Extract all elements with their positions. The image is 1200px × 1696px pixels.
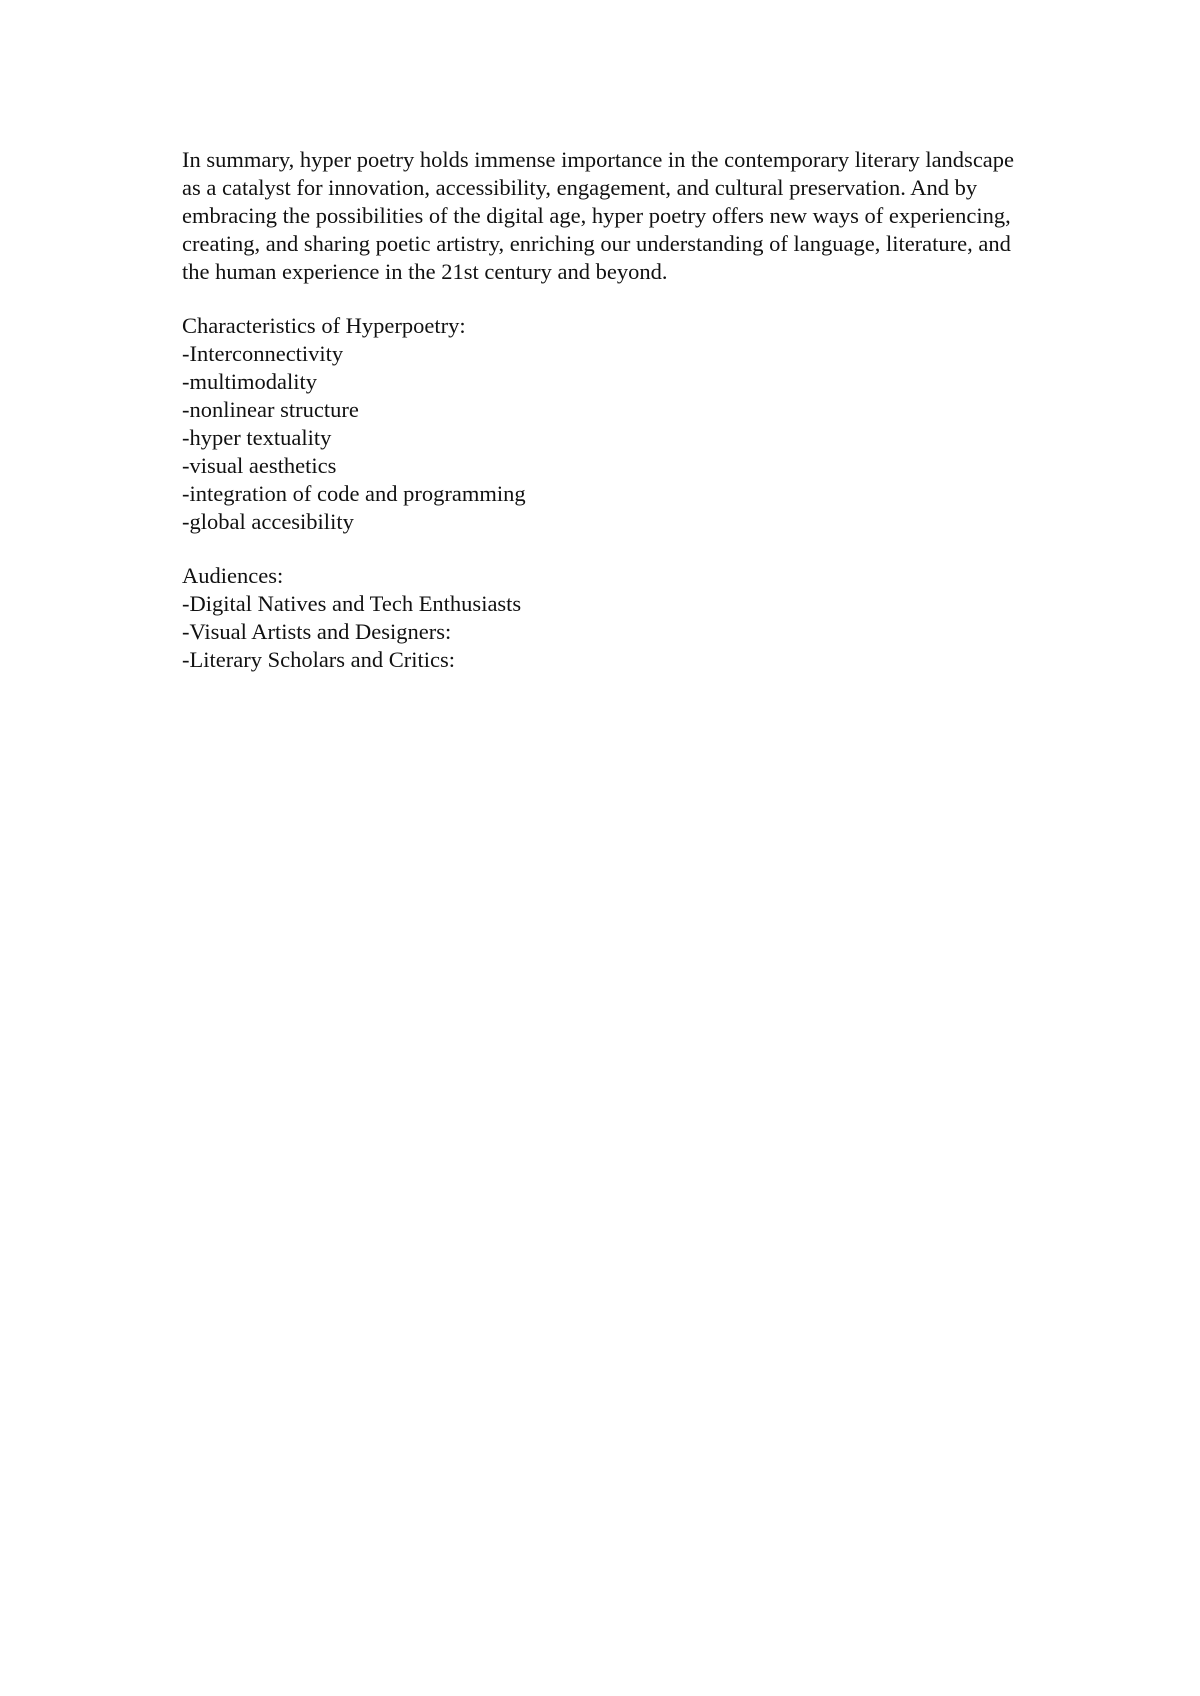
summary-paragraph: In summary, hyper poetry holds immense importance in the contemporary literary landscape as a catalyst for innovation, accessibility, engagement, and cultural preservation. And by embracing the possibilities of the digital age, hyper poetry offers new ways of experiencing, creating, and sharing poetic artistry, enriching our understanding of language, literature, and the human experience in the 21st century and beyond. <box>182 147 1015 284</box>
document-body <box>182 146 1032 674</box>
list-item: -Visual Artists and Designers: <box>182 619 452 644</box>
list-item: -nonlinear structure <box>182 397 359 422</box>
list-item: -Digital Natives and Tech Enthusiasts <box>182 591 522 616</box>
list-item: -global accesibility <box>182 509 354 534</box>
list-item: -integration of code and programming <box>182 481 526 506</box>
characteristics-heading: Characteristics of Hyperpoetry: <box>182 313 466 338</box>
audiences-heading: Audiences: <box>182 563 284 588</box>
list-item: -hyper textuality <box>182 425 332 450</box>
list-item: -multimodality <box>182 369 317 394</box>
audiences-section <box>182 562 1032 674</box>
list-item: -visual aesthetics <box>182 453 337 478</box>
audiences-list <box>182 590 1032 674</box>
characteristics-section <box>182 312 1032 536</box>
list-item: -Literary Scholars and Critics: <box>182 647 456 672</box>
characteristics-list <box>182 340 1032 536</box>
list-item: -Interconnectivity <box>182 341 344 366</box>
